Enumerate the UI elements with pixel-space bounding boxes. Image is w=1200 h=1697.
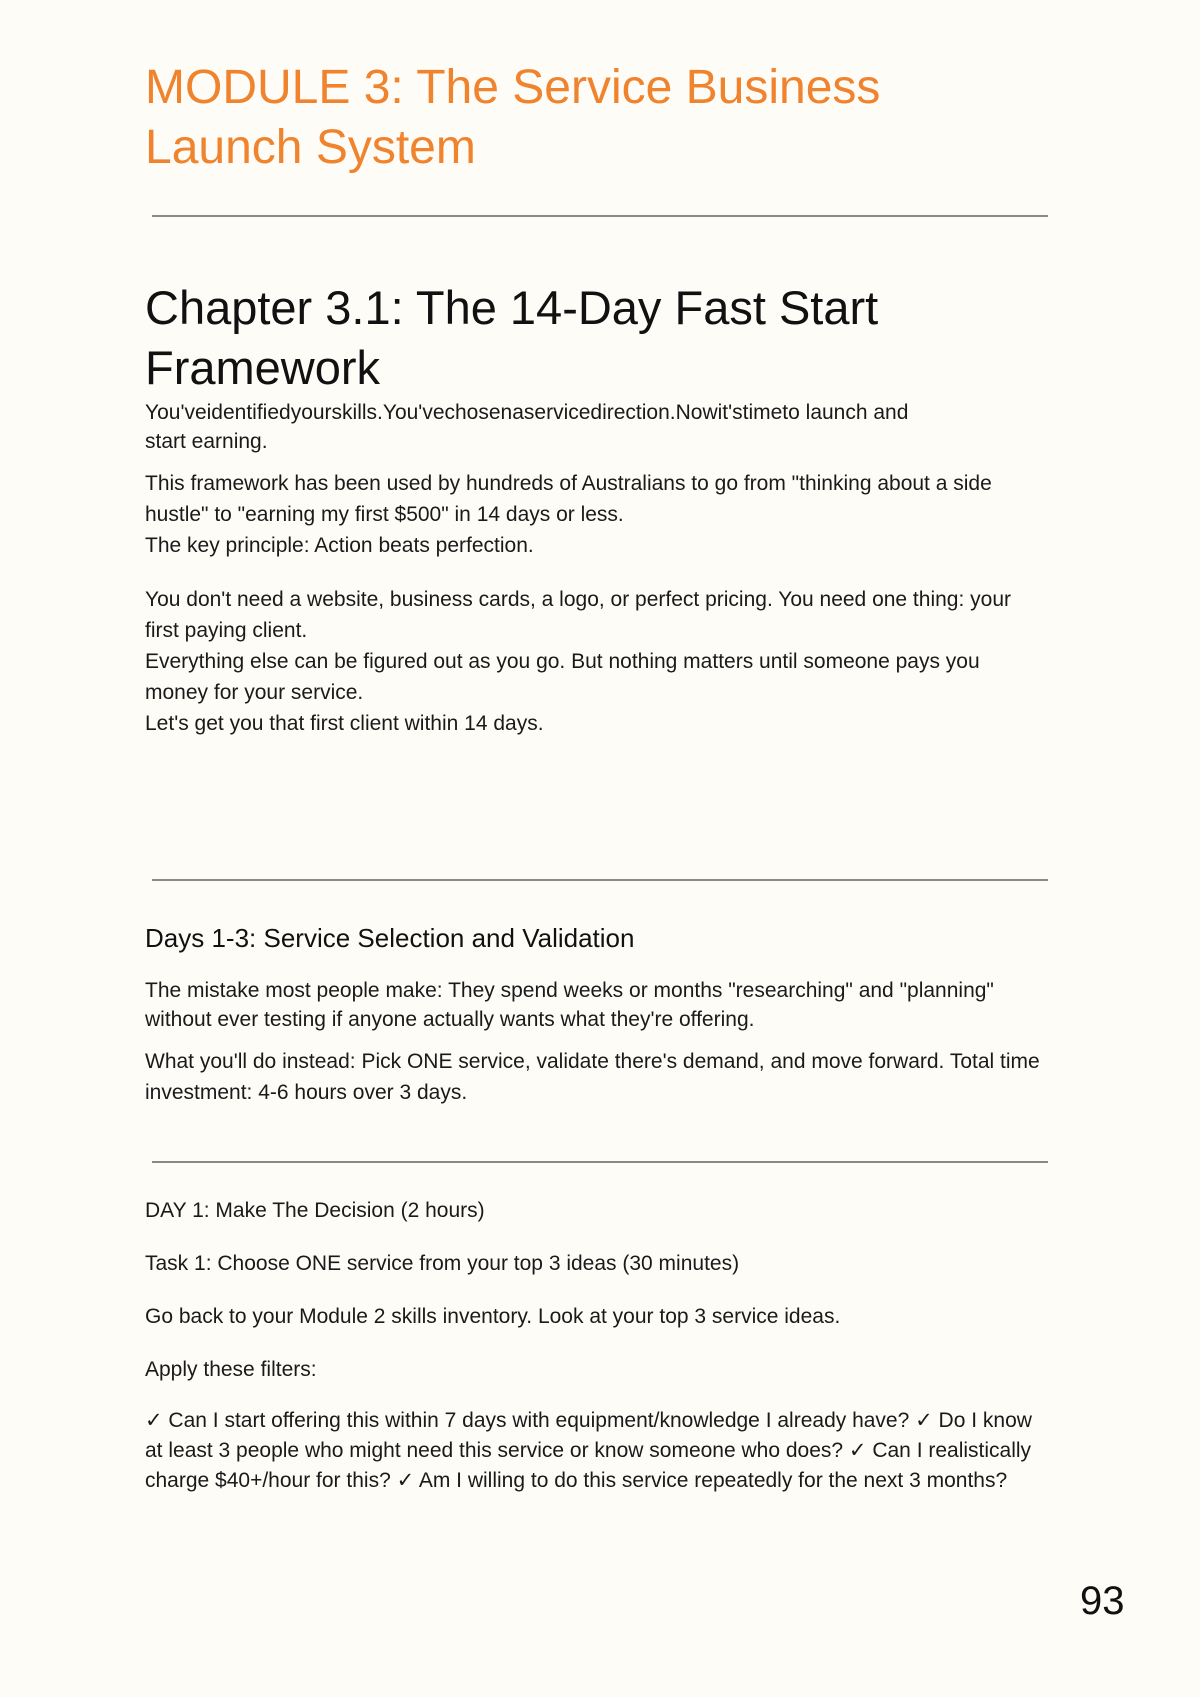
- intro-paragraph: [145, 398, 1045, 456]
- go-back-text: Go back to your Module 2 skills inventory. Look at your top 3 service ideas.: [145, 1305, 841, 1328]
- divider: [152, 879, 1048, 881]
- day1-heading: DAY 1: Make The Decision (2 hours): [145, 1199, 485, 1222]
- chapter-title: Chapter 3.1: The 14-Day Fast Start Framework: [145, 281, 879, 394]
- everything-else-text: Everything else can be figured out as you go. But nothing matters until someone pays you money for your service.: [145, 650, 980, 704]
- first-client-paragraph: [145, 584, 1045, 739]
- section-heading: Days 1-3: Service Selection and Validation: [145, 923, 635, 953]
- module-title: MODULE 3: The Service Business Launch System: [145, 61, 881, 174]
- key-principle-text: The key principle: Action beats perfection.: [145, 534, 534, 557]
- apply-filters-text: Apply these filters:: [145, 1358, 317, 1381]
- intro-line-1: You'veidentifiedyourskills.You'vechosenaservicedirection.Nowit'stimeto launch and: [145, 401, 909, 424]
- divider: [152, 215, 1048, 217]
- first-client-text: You don't need a website, business cards, a logo, or perfect pricing. You need one thing: your first paying client.: [145, 588, 1011, 642]
- divider: [152, 1161, 1048, 1163]
- fourteen-days-text: Let's get you that first client within 14 days.: [145, 712, 544, 735]
- filter-checklist: ✓ Can I start offering this within 7 days with equipment/knowledge I already have? ✓ Do I know at least 3 people who might need this service or know someone who does? ✓ Can I realistically charge $40+/hour for this? ✓ Am I willing to do this service repeatedly for the next 3 months?: [145, 1409, 1032, 1492]
- mistake-paragraph: The mistake most people make: They spend weeks or months "researching" and "planning" without ever testing if anyone actually wants what they're offering.: [145, 979, 994, 1031]
- framework-paragraph: [145, 468, 1045, 561]
- intro-line-2: start earning.: [145, 430, 268, 453]
- instead-paragraph: What you'll do instead: Pick ONE service, validate there's demand, and move forward. Total time investment: 4-6 hours over 3 days.: [145, 1050, 1040, 1104]
- task1-text: Task 1: Choose ONE service from your top 3 ideas (30 minutes): [145, 1252, 740, 1275]
- page-number: 93: [1080, 1579, 1125, 1623]
- framework-text: This framework has been used by hundreds of Australians to go from "thinking about a side hustle" to "earning my first $500" in 14 days or less.: [145, 472, 992, 526]
